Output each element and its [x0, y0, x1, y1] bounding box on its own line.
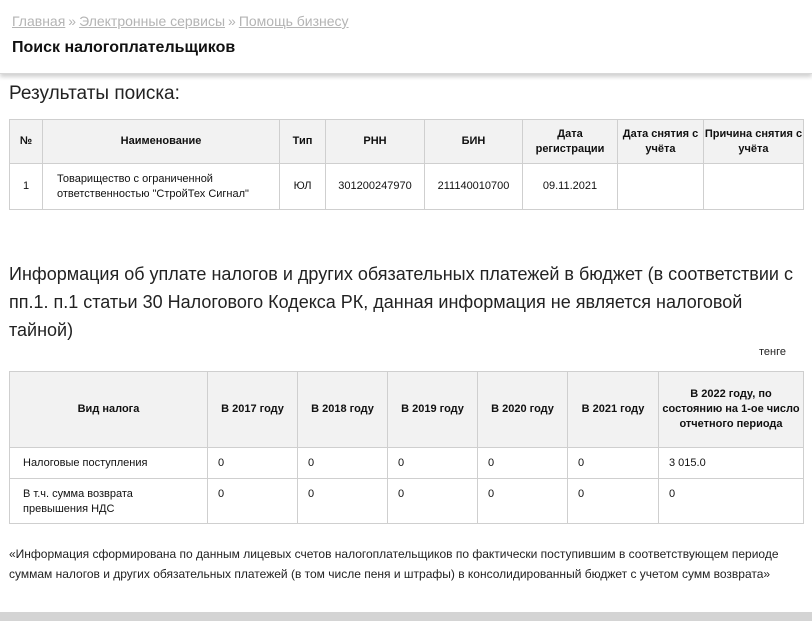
- col-reg-date-header: Дата регистрации: [523, 120, 618, 164]
- col-tax-type-header: Вид налога: [10, 372, 208, 448]
- footnote: «Информация сформирована по данным лицевых счетов налогоплательщиков по фактически поступившим в соответствующем периоде суммам налогов и других обязательных платежей (в том числе пеня и штрафы) в консолидированный бюджет с учетом сумм возврата»: [9, 547, 779, 581]
- currency-label: тенге: [759, 346, 786, 358]
- breadcrumb: [12, 13, 349, 29]
- tax-value-cell: 0: [208, 448, 298, 479]
- page-header: [0, 0, 812, 74]
- row-bin-cell: 211140010700: [425, 164, 523, 210]
- tax-header-row: [10, 372, 804, 448]
- col-2022-header: В 2022 году, по состоянию на 1-ое число отчетного периода: [659, 372, 804, 448]
- row-dereg-reason-cell: [704, 164, 804, 210]
- tax-value-cell: 0: [208, 479, 298, 524]
- tax-value-cell: 0: [298, 448, 388, 479]
- tax-value-cell: 0: [298, 479, 388, 524]
- page-title: Поиск налогоплательщиков: [12, 39, 236, 56]
- row-dereg-date-cell: [618, 164, 704, 210]
- row-reg-date-cell: 09.11.2021: [523, 164, 618, 210]
- col-2021-header: В 2021 году: [568, 372, 659, 448]
- tax-value-cell: 0: [568, 448, 659, 479]
- row-num-cell: 1: [10, 164, 43, 210]
- tax-info-heading: Информация об уплате налогов и других обязательных платежей в бюджет (в соответствии с пп.1. п.1 статьи 30 Налогового Кодекса РК, данная информация не является налоговой тайной): [9, 264, 793, 340]
- row-type-cell: ЮЛ: [280, 164, 326, 210]
- tax-value-cell: 0: [568, 479, 659, 524]
- col-dereg-date-header: Дата снятия с учёта: [618, 120, 704, 164]
- table-row: [10, 164, 804, 210]
- col-name-header: Наименование: [43, 120, 280, 164]
- col-2018-header: В 2018 году: [298, 372, 388, 448]
- col-type-header: Тип: [280, 120, 326, 164]
- tax-value-cell: 0: [478, 448, 568, 479]
- bottom-scroll-bar: [0, 612, 812, 621]
- breadcrumb-services-link[interactable]: Электронные сервисы: [79, 13, 226, 29]
- row-name-cell: Товарищество с ограниченной ответственностью "СтройТех Сигнал": [43, 164, 280, 210]
- results-heading: Результаты поиска:: [9, 83, 180, 104]
- tax-row-label: В т.ч. сумма возврата превышения НДС: [10, 479, 208, 524]
- breadcrumb-business-link[interactable]: Помощь бизнесу: [238, 13, 349, 29]
- tax-value-cell: 3 015.0: [659, 448, 804, 479]
- col-2019-header: В 2019 году: [388, 372, 478, 448]
- tax-row-label: Налоговые поступления: [10, 448, 208, 479]
- col-2020-header: В 2020 году: [478, 372, 568, 448]
- tax-value-cell: 0: [659, 479, 804, 524]
- table-row: [10, 479, 804, 524]
- col-rnn-header: РНН: [326, 120, 425, 164]
- results-header-row: [10, 120, 804, 164]
- breadcrumb-separator: »: [228, 13, 236, 29]
- row-rnn-cell: 301200247970: [326, 164, 425, 210]
- breadcrumb-home-link[interactable]: Главная: [12, 13, 66, 29]
- tax-payments-table: [9, 371, 804, 524]
- results-table: [9, 119, 804, 210]
- col-2017-header: В 2017 году: [208, 372, 298, 448]
- col-bin-header: БИН: [425, 120, 523, 164]
- table-row: [10, 448, 804, 479]
- tax-value-cell: 0: [478, 479, 568, 524]
- tax-value-cell: 0: [388, 479, 478, 524]
- col-num-header: №: [10, 120, 43, 164]
- tax-value-cell: 0: [388, 448, 478, 479]
- col-dereg-reason-header: Причина снятия с учёта: [704, 120, 804, 164]
- breadcrumb-separator: »: [68, 13, 77, 29]
